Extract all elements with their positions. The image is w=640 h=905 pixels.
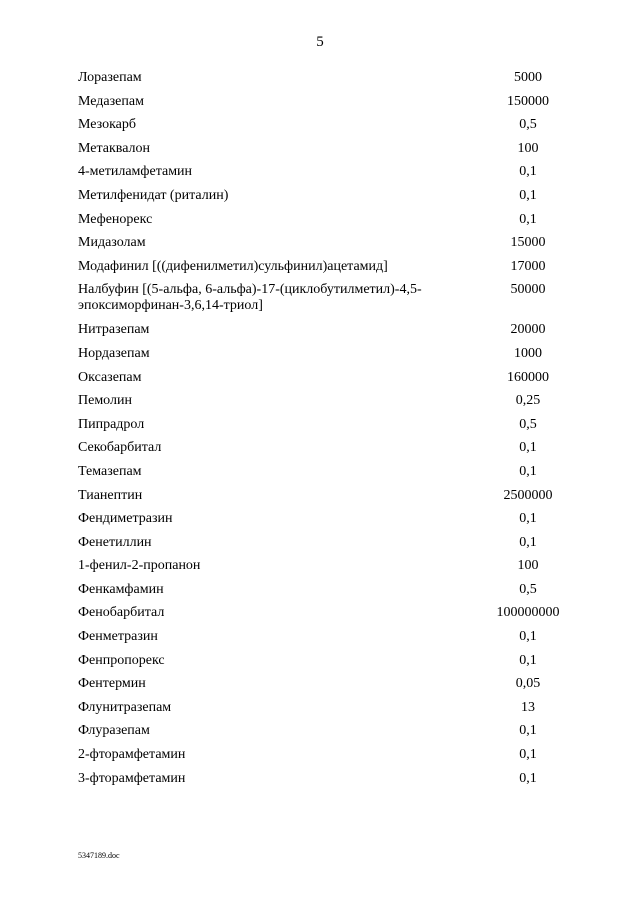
- substance-value: 17000: [510, 258, 546, 274]
- table-row: [0, 507, 640, 531]
- page-number: 5: [316, 34, 324, 50]
- substance-value: 1000: [514, 345, 542, 361]
- table-row: [0, 278, 640, 318]
- substance-name: Фенобарбитал: [78, 605, 165, 621]
- substance-name: Темазепам: [78, 463, 142, 479]
- substance-name: Фенкамфамин: [78, 581, 164, 597]
- table-row: [0, 672, 640, 696]
- substance-name: Метаквалон: [78, 140, 151, 156]
- table-row: [0, 90, 640, 114]
- table-row: [0, 436, 640, 460]
- table-row: [0, 484, 640, 508]
- substance-value: 0,1: [519, 770, 537, 786]
- table-row: [0, 578, 640, 602]
- substance-value: 0,1: [519, 629, 537, 645]
- substance-value: 100: [517, 140, 539, 156]
- substance-value: 0,1: [519, 440, 537, 456]
- substance-name: 2-фторамфетамин: [78, 747, 186, 763]
- table-row: [0, 255, 640, 279]
- document-footer: 5347189.doc: [78, 851, 120, 860]
- substance-value: 0,1: [519, 747, 537, 763]
- table-row: [0, 743, 640, 767]
- table-row: [0, 460, 640, 484]
- substance-table: [0, 66, 640, 790]
- substance-name: Тианептин: [78, 487, 143, 503]
- table-row: [0, 66, 640, 90]
- table-row: [0, 531, 640, 555]
- substance-name: Мидазолам: [78, 235, 146, 251]
- table-row: [0, 231, 640, 255]
- substance-value: 0,1: [519, 723, 537, 739]
- substance-value: 0,1: [519, 511, 537, 527]
- substance-name: Фенметразин: [78, 629, 158, 645]
- table-row: [0, 696, 640, 720]
- table-row: [0, 601, 640, 625]
- substance-value: 0,5: [519, 581, 537, 597]
- substance-name: Пемолин: [78, 393, 132, 409]
- substance-name: Нордазепам: [78, 345, 150, 361]
- table-row: [0, 554, 640, 578]
- substance-value: 2500000: [503, 487, 553, 503]
- substance-value: 13: [521, 699, 535, 715]
- table-row: [0, 366, 640, 390]
- substance-value: 0,05: [515, 676, 541, 692]
- substance-name: Нитразепам: [78, 322, 150, 338]
- substance-value: 5000: [514, 70, 542, 85]
- table-row: [0, 719, 640, 743]
- substance-name: Налбуфин [(5-альфа, 6-альфа)-17-(циклобутилметил)-4,5-эпоксиморфинан-3,6,14-триол]: [78, 282, 422, 314]
- substance-value: 100: [517, 558, 539, 574]
- substance-name: Лоразепам: [78, 70, 142, 85]
- substance-name: Фенетиллин: [78, 534, 152, 550]
- substance-value: 15000: [510, 235, 546, 251]
- substance-name: 4-метиламфетамин: [78, 164, 193, 180]
- substance-value: 0,1: [519, 187, 537, 203]
- table-row: [0, 767, 640, 791]
- substance-value: 0,25: [515, 393, 541, 409]
- substance-name: Оксазепам: [78, 369, 142, 385]
- table-row: [0, 184, 640, 208]
- table-row: [0, 413, 640, 437]
- substance-value: 20000: [510, 322, 546, 338]
- substance-name: Модафинил [((дифенилметил)сульфинил)ацетамид]: [78, 258, 388, 274]
- substance-name: Фентермин: [78, 676, 146, 692]
- substance-value: 50000: [510, 282, 546, 298]
- substance-value: 0,1: [519, 211, 537, 227]
- substance-name: Флуразепам: [78, 723, 150, 739]
- substance-name: Мезокарб: [78, 117, 137, 133]
- substance-value: 0,1: [519, 652, 537, 668]
- substance-name: Мефенорекс: [78, 211, 153, 227]
- substance-value: 160000: [507, 369, 549, 385]
- table-row: [0, 649, 640, 673]
- table-row: [0, 113, 640, 137]
- substance-value: 0,1: [519, 534, 537, 550]
- substance-value: 150000: [507, 93, 549, 109]
- substance-name: Медазепам: [78, 93, 144, 109]
- table-row: [0, 389, 640, 413]
- substance-name: Фенпропорекс: [78, 652, 165, 668]
- table-row: [0, 342, 640, 366]
- substance-name: 3-фторамфетамин: [78, 770, 186, 786]
- table-row: [0, 318, 640, 342]
- table-row: [0, 160, 640, 184]
- substance-value: 0,1: [519, 164, 537, 180]
- table-row: [0, 208, 640, 232]
- substance-value: 0,5: [519, 416, 537, 432]
- substance-name: Метилфенидат (риталин): [78, 187, 229, 203]
- substance-name: Пипрадрол: [78, 416, 145, 432]
- substance-name: Фендиметразин: [78, 511, 173, 527]
- table-row: [0, 625, 640, 649]
- table-row: [0, 137, 640, 161]
- substance-name: Флунитразепам: [78, 699, 172, 715]
- substance-value: 100000000: [496, 605, 560, 621]
- substance-name: 1-фенил-2-пропанон: [78, 558, 201, 574]
- substance-value: 0,5: [519, 117, 537, 133]
- substance-name: Секобарбитал: [78, 440, 162, 456]
- substance-value: 0,1: [519, 463, 537, 479]
